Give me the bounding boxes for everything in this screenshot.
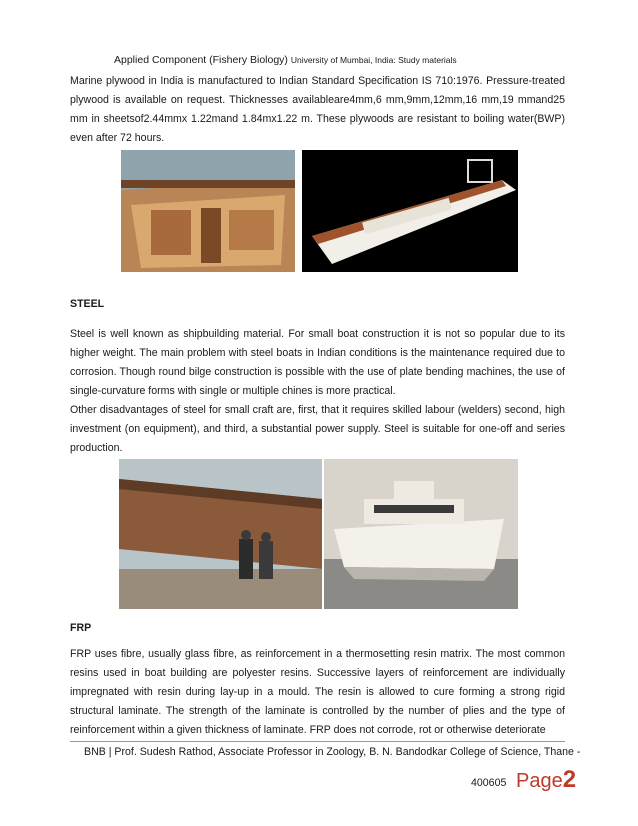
boat-render-photo (302, 150, 518, 272)
paragraph-plywood: Marine plywood in India is manufactured to Indian Standard Specification IS 710:1976. Pressure-treated plywood is available on request. Thicknesses availableare4mm,6 mm,9mm,12mm,16 mm,19 mmand25 mm in sheetsof2.44mmx 1.22mand 1.84mx1.22 m. These plywoods are resistant to boiling water(BWP) even after 72 hours. (70, 75, 565, 144)
steel-boat-construction-photo (119, 459, 322, 609)
footer-divider (70, 741, 565, 742)
paragraph-frp: FRP uses fibre, usually glass fibre, as reinforcement in a thermosetting resin matrix. The most common resins used in boat building are polyester resins. Successive layers of reinforcement are individually impregnated with resin during lay-up in a mould. The resin is allowed to cure forming a strong rigid structural laminate. The strength of the laminate is controlled by the number of plies and the type of reinforcement within a given thickness of laminate. FRP does not corrode, rot or otherwise deteriorate (70, 648, 565, 736)
header-title: Applied Component (Fishery Biology) (114, 54, 288, 66)
page-number (516, 766, 576, 794)
footer-text: BNB | Prof. Sudesh Rathod, Associate Professor in Zoology, B. N. Bandodkar College of Science, Thane - (84, 746, 581, 758)
page-word: Page (516, 770, 563, 792)
header-subtitle: University of Mumbai, India: Study materials (290, 55, 457, 65)
paragraph-steel-1: Steel is well known as shipbuilding material. For small boat construction it is not so popular due to its higher weight. The main problem with steel boats in Indian conditions is the maintenance required due to corrosion. Though round bilge construction is possible with the use of plate bending machines, the use of single-curvature forms with single or multiple chines is more practical. (70, 328, 565, 397)
page-header (114, 54, 457, 66)
wooden-boat-interior-photo (121, 150, 295, 272)
steel-heading: STEEL (70, 298, 105, 310)
paragraph-steel-2: Other disadvantages of steel for small craft are, first, that it requires skilled labour (welders) second, high investment (on equipment), and third, a substantial power supply. Steel is suitable for one-off and series production. (70, 404, 565, 454)
frp-heading: FRP (70, 622, 92, 634)
steel-yacht-photo (324, 459, 518, 609)
footer-zip: 400605 (471, 777, 507, 789)
page-number-value: 2 (562, 766, 577, 793)
